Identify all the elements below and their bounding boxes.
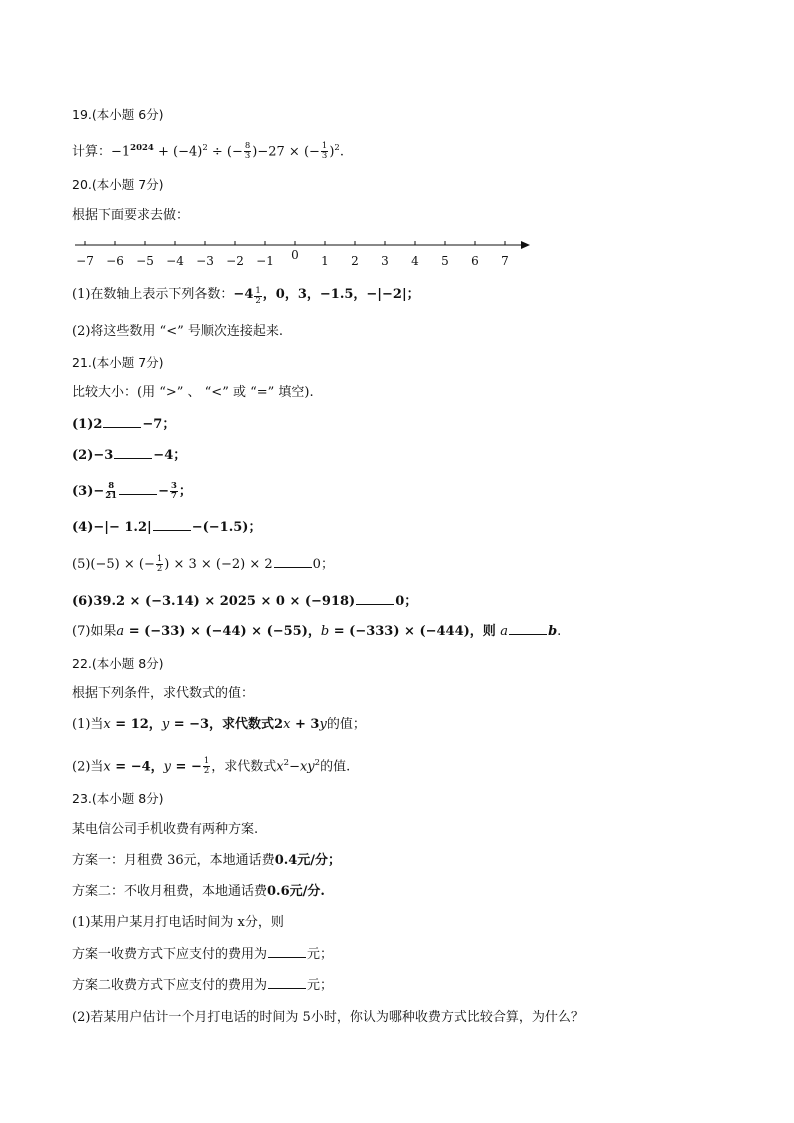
frac-den: 2 xyxy=(156,564,163,574)
answer-blank[interactable] xyxy=(356,592,394,605)
q23-plan1 xyxy=(72,852,341,870)
item-text: (3)− xyxy=(72,484,105,499)
item-text: ，求代数式 xyxy=(211,759,277,775)
q23-intro: 某电信公司手机收费有两种方案. xyxy=(72,822,259,837)
q20-header: 20.(本小题 7分) xyxy=(72,177,164,192)
frac-num: 1 xyxy=(156,554,163,564)
q20-part2: (2)将这些数用 “<” 号顺次连接起来. xyxy=(72,324,283,339)
number-line-label: 0 xyxy=(291,248,299,262)
item-text: (2)当 xyxy=(72,759,104,775)
q19-text: 计算：−1 xyxy=(72,144,131,160)
arrow-icon xyxy=(521,241,530,249)
q21-item-2 xyxy=(72,446,186,465)
var-xy: xy xyxy=(299,759,315,775)
item-text: ； xyxy=(178,484,192,499)
q23-line1 xyxy=(72,945,333,964)
item-text: (4)−|− 1.2| xyxy=(72,520,152,535)
frac-num: 8 xyxy=(244,141,251,152)
item-text: 元； xyxy=(307,978,334,993)
number-line xyxy=(70,232,540,272)
var-a: a xyxy=(500,624,509,639)
q19-fraction xyxy=(244,142,251,161)
item-text: = (−333) × (−444)，则 xyxy=(329,624,501,639)
q19-text: . xyxy=(339,144,344,160)
number-line-ticks xyxy=(85,241,505,245)
item-text: 的值； xyxy=(326,717,366,732)
q21-item-7 xyxy=(72,622,561,641)
answer-blank[interactable] xyxy=(509,622,547,635)
frac-den: 3 xyxy=(244,151,251,162)
q19-text: )−27 × (− xyxy=(252,144,320,160)
item-text: (1)当 xyxy=(72,717,104,732)
q21-intro: 比较大小：(用 “>” 、 “<” 或 “=” 填空). xyxy=(72,385,314,400)
number-line-label: 3 xyxy=(381,254,389,268)
item-text: = − xyxy=(171,759,202,775)
item-text: ) × 3 × (−2) × 2 xyxy=(164,557,273,572)
q23-plan2 xyxy=(72,883,325,901)
q23-part1: (1)某用户某月打电话时间为 x分，则 xyxy=(72,915,284,930)
answer-blank[interactable] xyxy=(274,555,312,568)
q21-item-4 xyxy=(72,518,261,537)
item-text: 0； xyxy=(395,594,418,609)
q21-item-5 xyxy=(72,555,334,574)
answer-blank[interactable] xyxy=(119,482,157,495)
exp: 2 xyxy=(314,758,321,768)
q21-item-1 xyxy=(72,415,175,434)
item-text: 方案一收费方式下应支付的费用为 xyxy=(72,947,268,962)
item-text: 的值. xyxy=(320,759,351,775)
frac-num: 3 xyxy=(171,481,177,491)
answer-blank[interactable] xyxy=(268,976,306,989)
item-text: 0.4元/分； xyxy=(274,853,342,868)
var-y: y xyxy=(163,759,172,775)
item-text: (1)2 xyxy=(72,417,103,432)
item-text: 元； xyxy=(307,947,334,962)
frac-den: 7 xyxy=(171,491,177,501)
var-x: x xyxy=(276,759,284,775)
item-text: (2)−3 xyxy=(72,448,114,463)
item-text: 0.6元/分. xyxy=(267,884,325,899)
frac-num: 1 xyxy=(203,756,210,767)
var-x: x xyxy=(103,717,111,732)
frac-num: 1 xyxy=(255,285,261,296)
var-x: x xyxy=(283,717,291,732)
q20-intro: 根据下面要求去做： xyxy=(72,208,190,223)
q21-item-3 xyxy=(72,482,192,501)
item-text: = (−33) × (−44) × (−55)， xyxy=(124,624,321,639)
var-b: b xyxy=(320,624,330,639)
frac-den: 3 xyxy=(321,151,328,162)
item-text: = 12， xyxy=(110,717,162,732)
q23-header: 23.(本小题 8分) xyxy=(72,791,164,806)
number-line-label: −5 xyxy=(136,254,154,268)
item-text: 0； xyxy=(312,557,334,572)
item-text: = −3，求代数式2 xyxy=(169,717,284,732)
q19-text: ) xyxy=(329,144,335,160)
item-text: (6)39.2 × (−3.14) × 2025 × 0 × (−918) xyxy=(72,594,356,609)
q22-intro: 根据下列条件，求代数式的值： xyxy=(72,686,255,701)
answer-blank[interactable] xyxy=(153,518,191,531)
q22-part1 xyxy=(72,716,366,734)
number-line-label: 4 xyxy=(411,254,419,268)
q19-exp: 2024 xyxy=(130,143,154,153)
number-line-label: 5 xyxy=(441,254,449,268)
item-text: . xyxy=(557,624,562,639)
number-line-label: −7 xyxy=(76,254,94,268)
q20-mixed-whole: −4 xyxy=(233,287,254,302)
item-text: − xyxy=(158,484,169,499)
frac-den: 2 xyxy=(203,766,210,777)
q20-mixed-fraction xyxy=(254,287,261,306)
frac-den: 21 xyxy=(105,491,118,501)
var-x: x xyxy=(103,759,111,775)
item-text: = −4， xyxy=(110,759,164,775)
item-text: −7； xyxy=(142,417,176,432)
item-text: − xyxy=(289,759,300,775)
number-line-label: −2 xyxy=(226,254,244,268)
item-text: 方案一：月租费 36元，本地通话费 xyxy=(72,853,275,868)
q19-fraction xyxy=(321,142,328,161)
number-line-label: −6 xyxy=(106,254,124,268)
item-fraction xyxy=(156,555,163,574)
item-text: −(−1.5)； xyxy=(191,520,262,535)
q19-exp: 2 xyxy=(202,143,208,153)
item-text: 方案二：不收月租费，本地通话费 xyxy=(72,884,268,899)
q20-part1-values: ，0，3，−1.5，−|−2|； xyxy=(262,287,420,302)
q19-text: ÷ (− xyxy=(207,144,243,160)
exp: 2 xyxy=(283,758,290,768)
var-a: a xyxy=(116,624,125,639)
number-line-label: 1 xyxy=(321,254,329,268)
item-text: + 3 xyxy=(290,717,320,732)
frac-num: 1 xyxy=(321,141,328,152)
frac-num: 8 xyxy=(108,481,115,491)
number-line-label: −1 xyxy=(256,254,274,268)
number-line-label: −3 xyxy=(196,254,214,268)
item-fraction xyxy=(170,482,178,501)
item-text: (7)如果 xyxy=(72,624,117,639)
q19-exp: 2 xyxy=(334,143,340,153)
q23-line2 xyxy=(72,976,333,995)
item-fraction xyxy=(203,757,210,776)
var-y: y xyxy=(161,717,170,732)
q19-expression xyxy=(72,139,344,161)
item-text: −4； xyxy=(153,448,187,463)
answer-blank[interactable] xyxy=(103,415,141,428)
number-line-label: −4 xyxy=(166,254,184,268)
number-line-label: 7 xyxy=(501,254,509,268)
q21-item-6 xyxy=(72,592,417,611)
var-y: y xyxy=(319,717,327,732)
number-line-label: 2 xyxy=(351,254,359,268)
var-b: b xyxy=(548,624,558,639)
item-text: 方案二收费方式下应支付的费用为 xyxy=(72,978,268,993)
q20-part1-text: (1)在数轴上表示下列各数： xyxy=(72,287,234,302)
number-line-label: 6 xyxy=(471,254,479,268)
item-text: (5)(−5) × (− xyxy=(72,557,155,572)
q22-header: 22.(本小题 8分) xyxy=(72,656,164,671)
q22-part2 xyxy=(72,754,350,776)
answer-blank[interactable] xyxy=(114,446,152,459)
frac-den: 2 xyxy=(255,295,261,306)
q21-header: 21.(本小题 7分) xyxy=(72,355,164,370)
q23-part2: (2)若某用户估计一个月打电话的时间为 5小时，你认为哪种收费方式比较合算，为什么？ xyxy=(72,1010,584,1025)
q20-part1 xyxy=(72,286,420,306)
q19-text: + (−4) xyxy=(153,144,203,160)
answer-blank[interactable] xyxy=(268,945,306,958)
q19-header: 19.(本小题 6分) xyxy=(72,107,164,122)
number-line-labels xyxy=(76,248,509,268)
item-fraction xyxy=(105,482,117,501)
